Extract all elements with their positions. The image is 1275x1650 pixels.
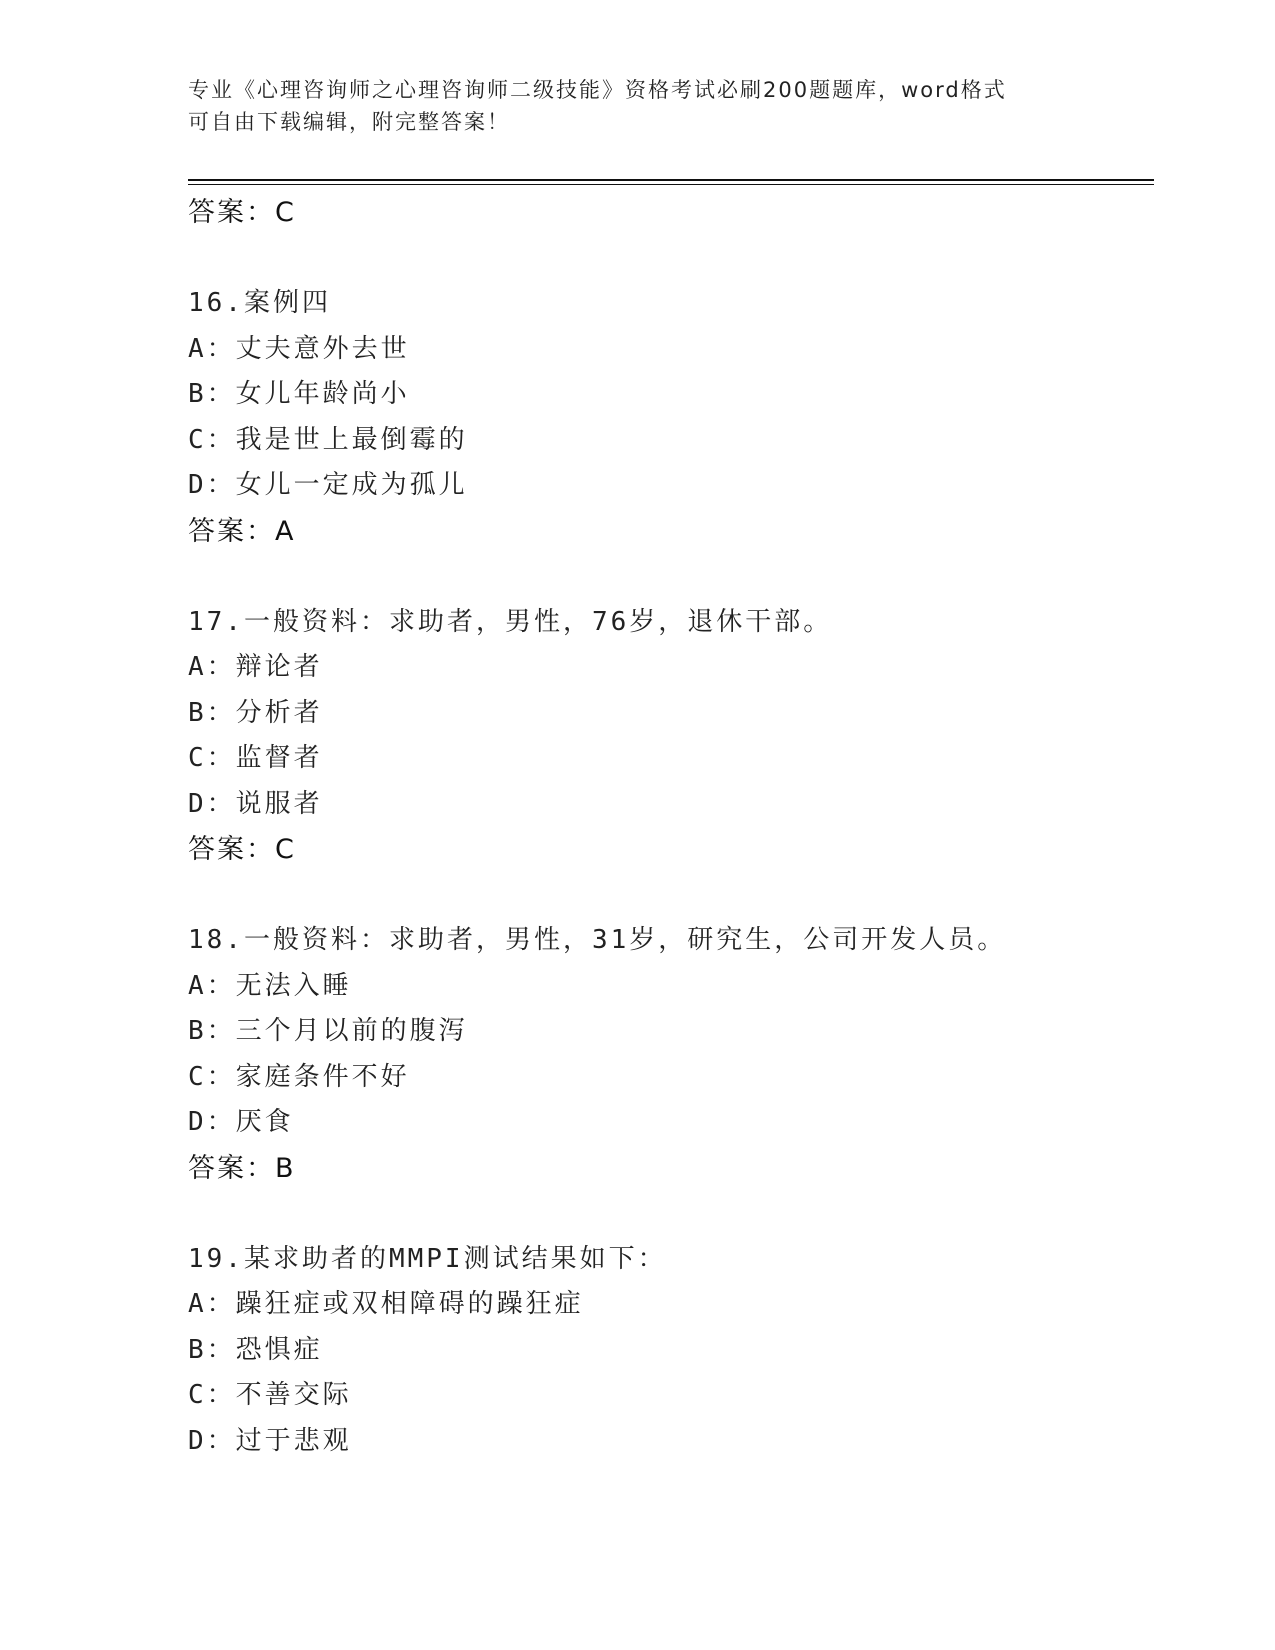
question-title: 19.某求助者的MMPI测试结果如下： [188, 1243, 667, 1274]
answer-line: 答案：A [188, 515, 296, 547]
header-line-1: 专业《心理咨询师之心理咨询师二级技能》资格考试必刷200题题库，word格式 [188, 78, 1007, 102]
option-b: B：女儿年龄尚小 [188, 379, 410, 409]
option-b: B：分析者 [188, 697, 323, 728]
spacer [188, 236, 1154, 282]
answer-line: 答案：C [188, 834, 296, 865]
question-title: 17.一般资料：求助者，男性，76岁，退休干部。 [188, 606, 833, 637]
header-divider-thick [188, 179, 1154, 181]
option-c: C：监督者 [188, 743, 323, 773]
option-c: C：我是世上最倒霉的 [188, 424, 468, 455]
header-divider-thin [188, 184, 1154, 185]
answer-line: 答案：C [188, 197, 296, 228]
option-a: A：辩论者 [188, 652, 323, 682]
question-list [188, 190, 1154, 1464]
option-d: D：厌食 [188, 1107, 294, 1137]
answer-line: 答案：B [188, 1152, 296, 1184]
header-line-2: 可自由下载编辑，附完整答案！ [188, 110, 510, 134]
option-d: D：说服者 [188, 788, 323, 819]
question-title: 18.一般资料：求助者，男性，31岁，研究生，公司开发人员。 [188, 925, 1007, 955]
document-header [188, 74, 1088, 138]
option-b: B：三个月以前的腹泻 [188, 1016, 468, 1046]
option-a: A：躁狂症或双相障碍的躁狂症 [188, 1289, 584, 1319]
option-c: C：家庭条件不好 [188, 1061, 410, 1092]
option-d: D：过于悲观 [188, 1425, 352, 1456]
question-title: 16.案例四 [188, 288, 331, 318]
option-b: B：恐惧症 [188, 1334, 323, 1365]
option-a: A：无法入睡 [188, 970, 352, 1001]
spacer [188, 873, 1154, 919]
option-c: C：不善交际 [188, 1380, 352, 1410]
spacer [188, 1191, 1154, 1237]
spacer [188, 554, 1154, 600]
option-d: D：女儿一定成为孤儿 [188, 470, 468, 500]
option-a: A：丈夫意外去世 [188, 333, 410, 364]
